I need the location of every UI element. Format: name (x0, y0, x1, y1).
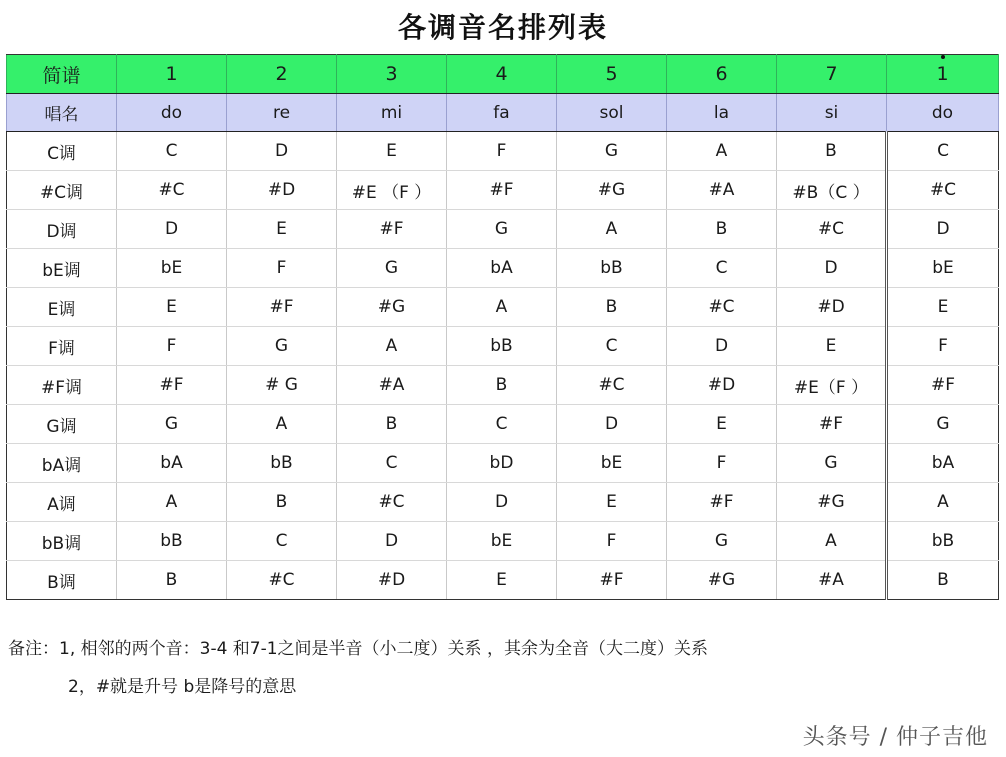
key-row (7, 561, 999, 600)
note-cell: B (337, 405, 447, 444)
key-row (7, 366, 999, 405)
note-cell: G (227, 327, 337, 366)
note-cell: G (447, 210, 557, 249)
note-cell: #F (337, 210, 447, 249)
note-cell: A (117, 483, 227, 522)
note-cell: D (777, 249, 887, 288)
note-cell: D (557, 405, 667, 444)
note-cell: D (227, 132, 337, 171)
changming-name: sol (557, 94, 667, 132)
jianpu-number: 4 (447, 55, 557, 94)
note-cell: E (557, 483, 667, 522)
note-cell: C (667, 249, 777, 288)
note-cell: E (887, 288, 999, 327)
note-cell: #F (777, 405, 887, 444)
note-cell: #A (777, 561, 887, 600)
note-cell: B (887, 561, 999, 600)
jianpu-number: 2 (227, 55, 337, 94)
note-cell: bB (557, 249, 667, 288)
key-notes-table-container (6, 54, 998, 593)
note-cell: #C (777, 210, 887, 249)
changming-label: 唱名 (7, 94, 117, 132)
key-row (7, 132, 999, 171)
note-cell: F (447, 132, 557, 171)
note-cell: bB (447, 327, 557, 366)
note-cell: #F (667, 483, 777, 522)
note-cell: B (447, 366, 557, 405)
note-cell: #C (887, 171, 999, 210)
note-cell: B (667, 210, 777, 249)
note-cell: bA (447, 249, 557, 288)
high-octave-one (936, 63, 948, 85)
page-title: 各调音名排列表 (397, 11, 608, 44)
jianpu-number: 3 (337, 55, 447, 94)
note-cell: A (887, 483, 999, 522)
note-cell: #D (227, 171, 337, 210)
note-cell: #C (337, 483, 447, 522)
note-cell: G (667, 522, 777, 561)
note-cell: #G (777, 483, 887, 522)
key-row (7, 210, 999, 249)
note-cell: bA (117, 444, 227, 483)
key-row (7, 444, 999, 483)
note-cell: # G (227, 366, 337, 405)
key-row (7, 327, 999, 366)
note-cell: #A (667, 171, 777, 210)
note-cell: D (667, 327, 777, 366)
note-cell: #E （F ） (337, 171, 447, 210)
key-name-cell: bE调 (7, 249, 117, 288)
note-cell: A (337, 327, 447, 366)
note-cell: #C (557, 366, 667, 405)
changming-name: la (667, 94, 777, 132)
note-cell: bE (117, 249, 227, 288)
jianpu-number-high (887, 55, 999, 94)
note-cell: G (557, 132, 667, 171)
note-cell: bE (447, 522, 557, 561)
note-cell: #F (117, 366, 227, 405)
note-cell: F (887, 327, 999, 366)
note-cell: B (117, 561, 227, 600)
key-name-cell: B调 (7, 561, 117, 600)
key-name-cell: G调 (7, 405, 117, 444)
note-cell: #F (447, 171, 557, 210)
jianpu-number: 1 (117, 55, 227, 94)
note-cell: bB (117, 522, 227, 561)
remark-line-2: 2，#就是升号 b是降号的意思 (68, 677, 297, 697)
note-cell: E (337, 132, 447, 171)
note-cell: bD (447, 444, 557, 483)
jianpu-number-high-value: 1 (936, 63, 949, 85)
key-name-cell: #C调 (7, 171, 117, 210)
note-cell: #G (557, 171, 667, 210)
note-cell: E (447, 561, 557, 600)
note-cell: A (667, 132, 777, 171)
note-cell: #D (777, 288, 887, 327)
key-name-cell: E调 (7, 288, 117, 327)
high-octave-dot-icon (941, 55, 945, 59)
note-cell: bB (227, 444, 337, 483)
note-cell: #F (557, 561, 667, 600)
watermark: 头条号 / 仲子吉他 (802, 725, 988, 750)
key-name-cell: F调 (7, 327, 117, 366)
key-row (7, 405, 999, 444)
note-cell: E (777, 327, 887, 366)
note-cell: E (117, 288, 227, 327)
note-cell: F (117, 327, 227, 366)
note-cell: #D (337, 561, 447, 600)
jianpu-header-row (7, 55, 999, 94)
note-cell: A (557, 210, 667, 249)
note-cell: G (887, 405, 999, 444)
changming-name: si (777, 94, 887, 132)
remarks (8, 638, 708, 698)
note-cell: D (117, 210, 227, 249)
note-cell: F (227, 249, 337, 288)
note-cell: #B（C ） (777, 171, 887, 210)
key-row (7, 522, 999, 561)
note-cell: C (887, 132, 999, 171)
key-row (7, 483, 999, 522)
note-cell: bE (557, 444, 667, 483)
key-name-cell: C调 (7, 132, 117, 171)
key-row (7, 249, 999, 288)
note-cell: B (777, 132, 887, 171)
note-cell: C (227, 522, 337, 561)
note-cell: #C (667, 288, 777, 327)
note-cell: #C (227, 561, 337, 600)
note-cell: C (117, 132, 227, 171)
note-cell: D (447, 483, 557, 522)
note-cell: C (447, 405, 557, 444)
note-cell: #G (667, 561, 777, 600)
key-name-cell: A调 (7, 483, 117, 522)
note-cell: E (227, 210, 337, 249)
note-cell: #D (667, 366, 777, 405)
note-cell: bA (887, 444, 999, 483)
jianpu-number: 5 (557, 55, 667, 94)
key-row (7, 171, 999, 210)
key-name-cell: bA调 (7, 444, 117, 483)
note-cell: #F (887, 366, 999, 405)
note-cell: bE (887, 249, 999, 288)
note-cell: #F (227, 288, 337, 327)
changming-name: re (227, 94, 337, 132)
changming-name: do (887, 94, 999, 132)
note-cell: F (557, 522, 667, 561)
note-cell: G (117, 405, 227, 444)
note-cell: #A (337, 366, 447, 405)
note-cell: D (337, 522, 447, 561)
jianpu-number: 6 (667, 55, 777, 94)
changming-name: fa (447, 94, 557, 132)
note-cell: F (667, 444, 777, 483)
note-cell: A (777, 522, 887, 561)
note-cell: bB (887, 522, 999, 561)
note-cell: G (337, 249, 447, 288)
note-cell: #G (337, 288, 447, 327)
changming-name: mi (337, 94, 447, 132)
note-cell: A (447, 288, 557, 327)
note-cell: A (227, 405, 337, 444)
note-cell: B (557, 288, 667, 327)
key-name-cell: bB调 (7, 522, 117, 561)
changming-header-row (7, 94, 999, 132)
note-cell: C (337, 444, 447, 483)
jianpu-number: 7 (777, 55, 887, 94)
key-name-cell: D调 (7, 210, 117, 249)
remark-line-1: 备注：1, 相邻的两个音：3-4 和7-1之间是半音（小二度）关系 ，其余为全音（大二度）关系 (8, 639, 708, 659)
jianpu-label: 简谱 (7, 55, 117, 94)
key-name-cell: #F调 (7, 366, 117, 405)
note-cell: G (777, 444, 887, 483)
note-cell: D (887, 210, 999, 249)
note-cell: #E（F ） (777, 366, 887, 405)
key-row (7, 288, 999, 327)
changming-name: do (117, 94, 227, 132)
note-cell: C (557, 327, 667, 366)
note-cell: B (227, 483, 337, 522)
note-cell: #C (117, 171, 227, 210)
key-notes-table (6, 54, 999, 600)
note-cell: E (667, 405, 777, 444)
